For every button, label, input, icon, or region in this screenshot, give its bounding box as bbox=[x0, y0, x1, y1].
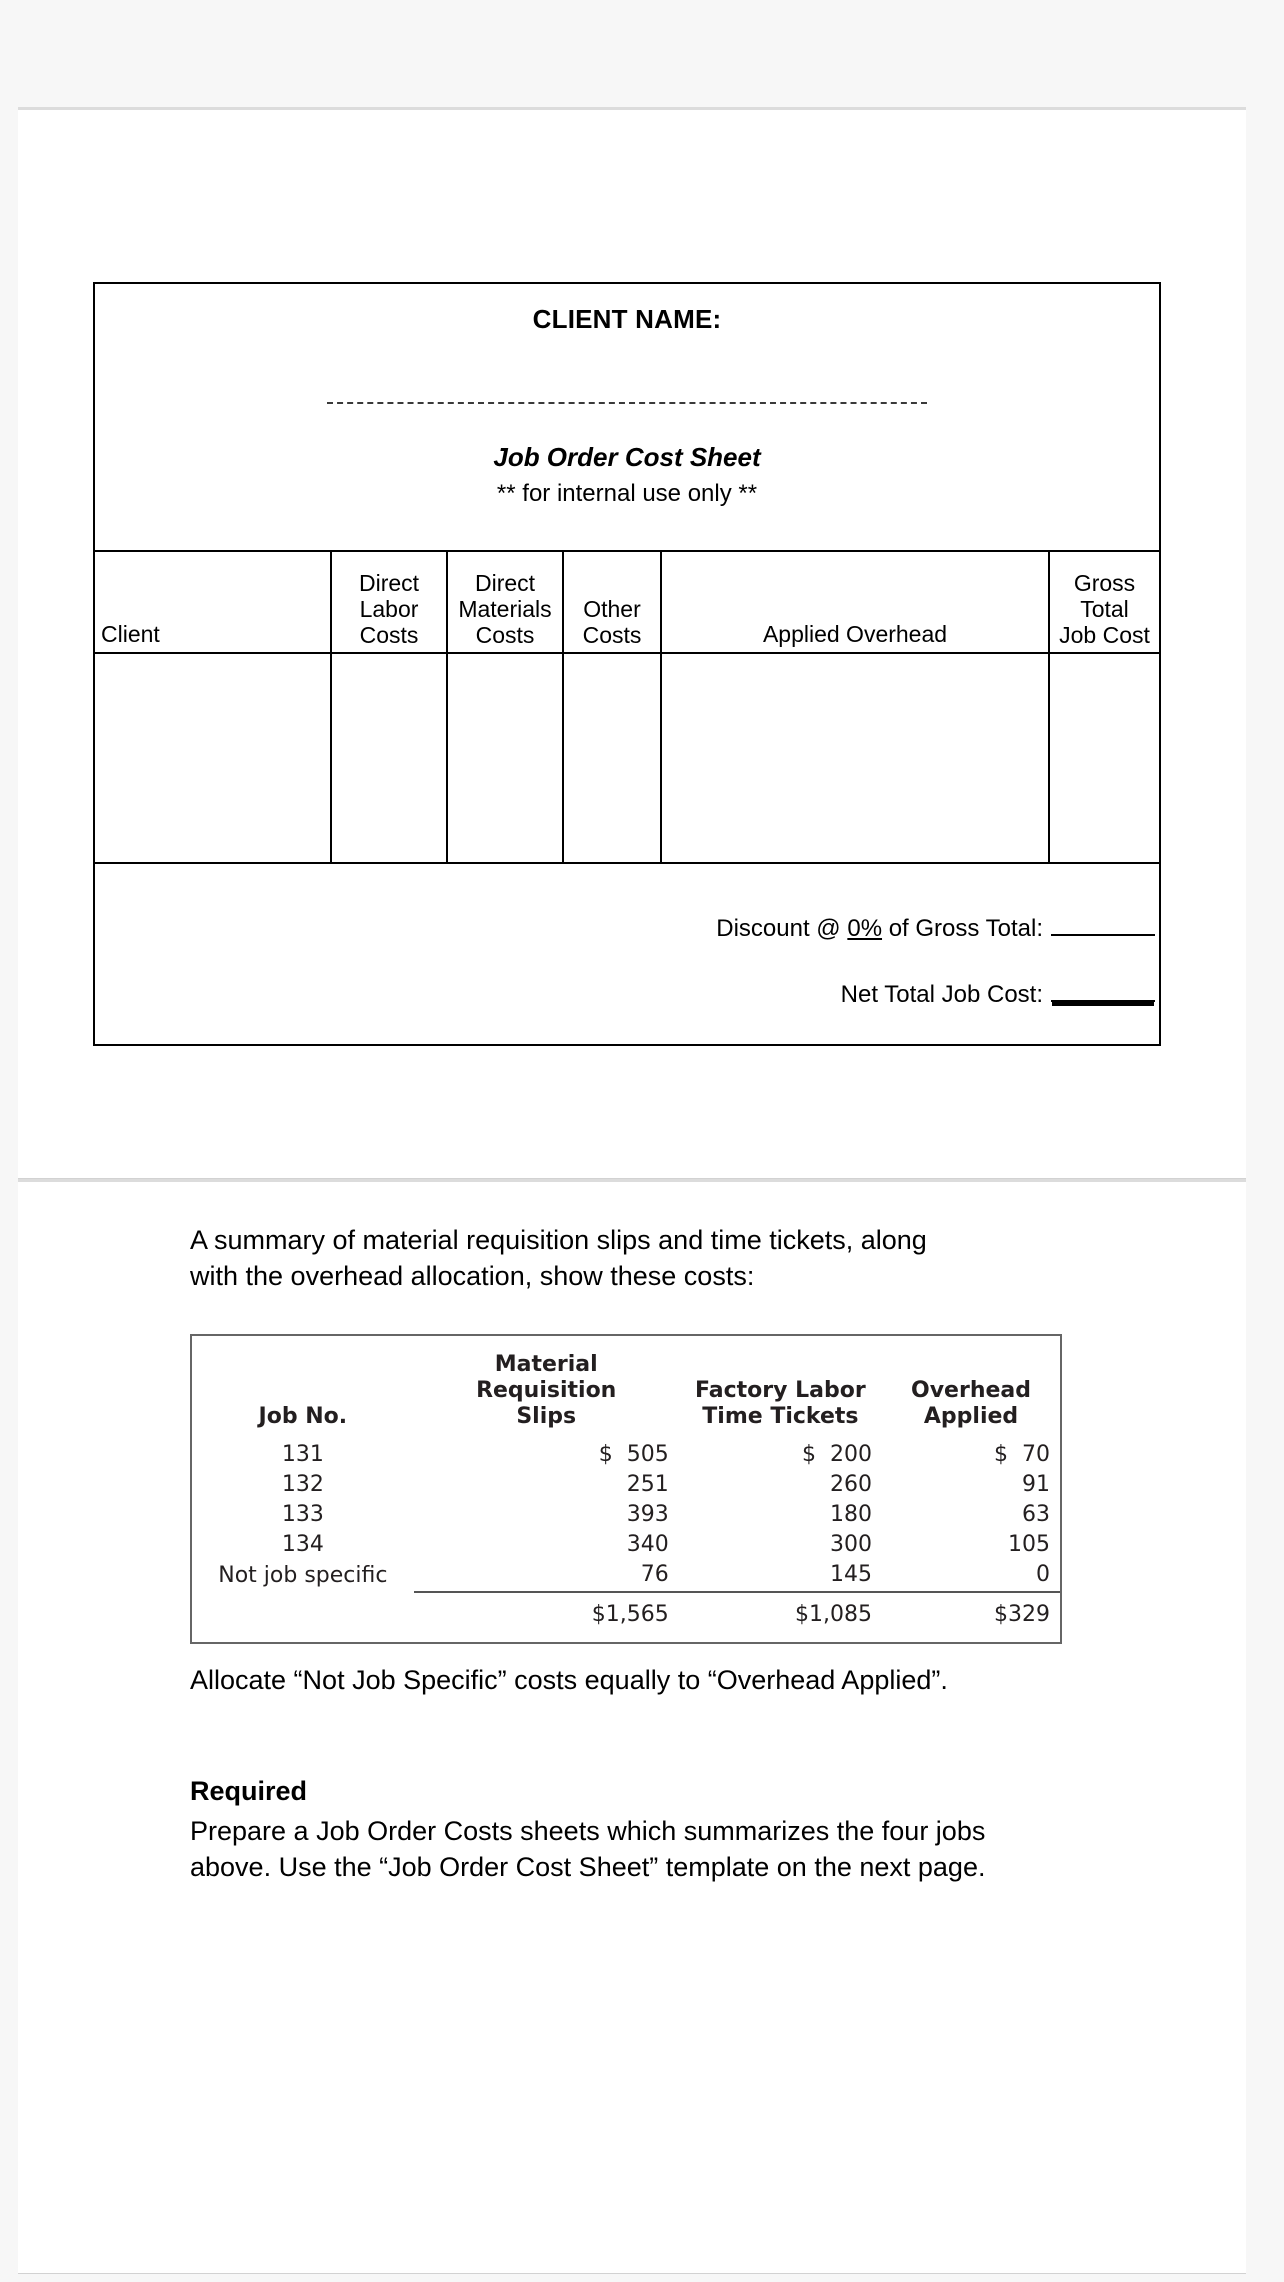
column-header-direct-materials bbox=[448, 552, 564, 652]
cell-overhead-applied: 0 bbox=[1036, 1562, 1050, 1588]
column-label-line: Costs bbox=[475, 622, 535, 649]
cell-overhead-applied: 91 bbox=[1022, 1472, 1050, 1498]
table-row bbox=[192, 1530, 1060, 1560]
table-row bbox=[192, 1470, 1060, 1500]
cell-factory-labor: 300 bbox=[830, 1532, 873, 1558]
discount-suffix-text: of Gross Total: bbox=[882, 915, 1043, 942]
cell-material-requisition bbox=[414, 1440, 679, 1470]
cell-material-requisition: 340 bbox=[626, 1532, 669, 1558]
discount-amount-blank[interactable] bbox=[1051, 912, 1155, 936]
costs-table bbox=[192, 1350, 1060, 1630]
job-order-cost-sheet bbox=[93, 282, 1161, 1046]
column-label-line: Other bbox=[583, 596, 641, 623]
entry-cell-client[interactable] bbox=[95, 654, 332, 862]
column-label-direct-materials bbox=[448, 570, 562, 648]
table-row bbox=[192, 1560, 1060, 1591]
cell-job-no: 134 bbox=[281, 1532, 324, 1558]
cell-job-no: 131 bbox=[281, 1441, 324, 1467]
column-label-client: Client bbox=[101, 621, 160, 647]
table-total-row bbox=[192, 1592, 1060, 1630]
entry-cell-direct-materials[interactable] bbox=[448, 654, 564, 862]
header-line: Overhead bbox=[911, 1377, 1032, 1403]
column-label-line: Gross bbox=[1073, 570, 1136, 597]
net-total-amount-blank[interactable] bbox=[1051, 978, 1155, 1002]
cell-job-no: Not job specific bbox=[218, 1562, 388, 1588]
cell-overhead-applied: 105 bbox=[1008, 1532, 1050, 1558]
table-row bbox=[192, 1440, 1060, 1470]
column-label-line: Direct bbox=[474, 570, 536, 597]
column-header-applied-overhead bbox=[662, 552, 1050, 652]
cost-sheet-footer bbox=[95, 864, 1159, 1044]
header-line: Applied bbox=[923, 1403, 1019, 1429]
discount-row bbox=[95, 912, 1159, 943]
column-header-client bbox=[95, 552, 332, 652]
cell-overhead-applied: 63 bbox=[1022, 1502, 1050, 1528]
cost-sheet-entry-row bbox=[95, 654, 1159, 864]
required-heading: Required bbox=[190, 1776, 308, 1806]
dashed-divider bbox=[327, 402, 927, 404]
amount-value: 70 bbox=[1022, 1441, 1050, 1467]
currency-symbol: $ bbox=[598, 1441, 613, 1467]
client-name-label: CLIENT NAME: bbox=[532, 304, 722, 334]
cell-material-requisition: 393 bbox=[626, 1502, 669, 1528]
column-label-line: Costs bbox=[582, 622, 642, 649]
net-total-label: Net Total Job Cost: bbox=[840, 981, 1043, 1008]
cost-sheet-title: Job Order Cost Sheet bbox=[493, 442, 761, 472]
column-label-line: Total bbox=[1080, 596, 1129, 623]
header-line: Job No. bbox=[258, 1403, 348, 1429]
header-factory-labor-time-tickets bbox=[679, 1350, 882, 1440]
amount-value: 200 bbox=[830, 1441, 873, 1467]
table-row bbox=[192, 1500, 1060, 1530]
cost-summary-table bbox=[190, 1334, 1062, 1644]
column-label-line: Job Cost bbox=[1059, 622, 1150, 649]
amount-value: 505 bbox=[626, 1441, 669, 1467]
column-label-line: Labor bbox=[359, 596, 419, 623]
cell-total-label bbox=[192, 1592, 414, 1630]
costs-table-head bbox=[192, 1350, 1060, 1440]
column-label-applied-overhead: Applied Overhead bbox=[762, 621, 948, 647]
column-label-line: Materials bbox=[458, 596, 552, 623]
header-line: Material Requisition bbox=[476, 1352, 617, 1403]
cell-factory-labor: 180 bbox=[830, 1502, 873, 1528]
header-job-no bbox=[192, 1350, 414, 1440]
header-material-requisition-slips bbox=[414, 1350, 679, 1440]
header-overhead-applied bbox=[882, 1350, 1060, 1440]
cost-sheet-header bbox=[95, 284, 1159, 552]
costs-header-row bbox=[192, 1350, 1060, 1440]
entry-cell-other-costs[interactable] bbox=[564, 654, 662, 862]
cell-overhead-applied bbox=[882, 1440, 1060, 1470]
column-header-other-costs bbox=[564, 552, 662, 652]
cell-material-requisition: 76 bbox=[640, 1562, 669, 1588]
money-group bbox=[424, 1441, 669, 1469]
cell-total-factory-labor: $1,085 bbox=[679, 1592, 882, 1630]
cell-factory-labor bbox=[679, 1440, 882, 1470]
column-label-line: Direct bbox=[358, 570, 420, 597]
cell-total-material-requisition: $1,565 bbox=[414, 1592, 679, 1630]
currency-symbol: $ bbox=[802, 1441, 817, 1467]
cost-sheet-subtitle: ** for internal use only ** bbox=[496, 480, 758, 507]
header-line: Factory Labor bbox=[695, 1377, 866, 1403]
money-group bbox=[689, 1441, 872, 1469]
column-header-direct-labor bbox=[332, 552, 448, 652]
entry-cell-gross-total[interactable] bbox=[1050, 654, 1159, 862]
money-group bbox=[892, 1441, 1050, 1469]
column-label-line: Costs bbox=[359, 622, 419, 649]
entry-cell-applied-overhead[interactable] bbox=[662, 654, 1050, 862]
entry-cell-direct-labor[interactable] bbox=[332, 654, 448, 862]
intro-paragraph: A summary of material requisition slips and time tickets, along with the overhead allocation, show these costs: bbox=[190, 1225, 927, 1291]
cell-job-no: 132 bbox=[281, 1472, 324, 1498]
net-total-row bbox=[95, 978, 1159, 1009]
column-label-other-costs bbox=[564, 596, 660, 648]
document-page-1 bbox=[18, 107, 1246, 1179]
discount-label-group bbox=[716, 915, 1051, 943]
header-line: Slips bbox=[516, 1403, 577, 1429]
column-label-gross-total bbox=[1050, 570, 1159, 648]
cell-total-overhead-applied: $329 bbox=[882, 1592, 1060, 1630]
required-paragraph: Prepare a Job Order Costs sheets which summarizes the four jobs above. Use the “Job Order Cost Sheet” template on the next page. bbox=[190, 1816, 986, 1882]
cell-material-requisition: 251 bbox=[626, 1472, 669, 1498]
allocate-paragraph: Allocate “Not Job Specific” costs equally to “Overhead Applied”. bbox=[190, 1665, 948, 1695]
cost-sheet-column-headers bbox=[95, 552, 1159, 654]
costs-table-body bbox=[192, 1440, 1060, 1630]
cell-factory-labor: 145 bbox=[830, 1562, 873, 1588]
cell-factory-labor: 260 bbox=[830, 1472, 873, 1498]
discount-percent-value[interactable]: 0% bbox=[847, 915, 883, 942]
currency-symbol: $ bbox=[994, 1441, 1008, 1467]
cell-job-no: 133 bbox=[281, 1502, 324, 1528]
column-header-gross-total bbox=[1050, 552, 1159, 652]
header-line: Time Tickets bbox=[702, 1403, 859, 1429]
discount-prefix-text: Discount @ bbox=[716, 915, 848, 942]
column-label-direct-labor bbox=[332, 570, 446, 648]
